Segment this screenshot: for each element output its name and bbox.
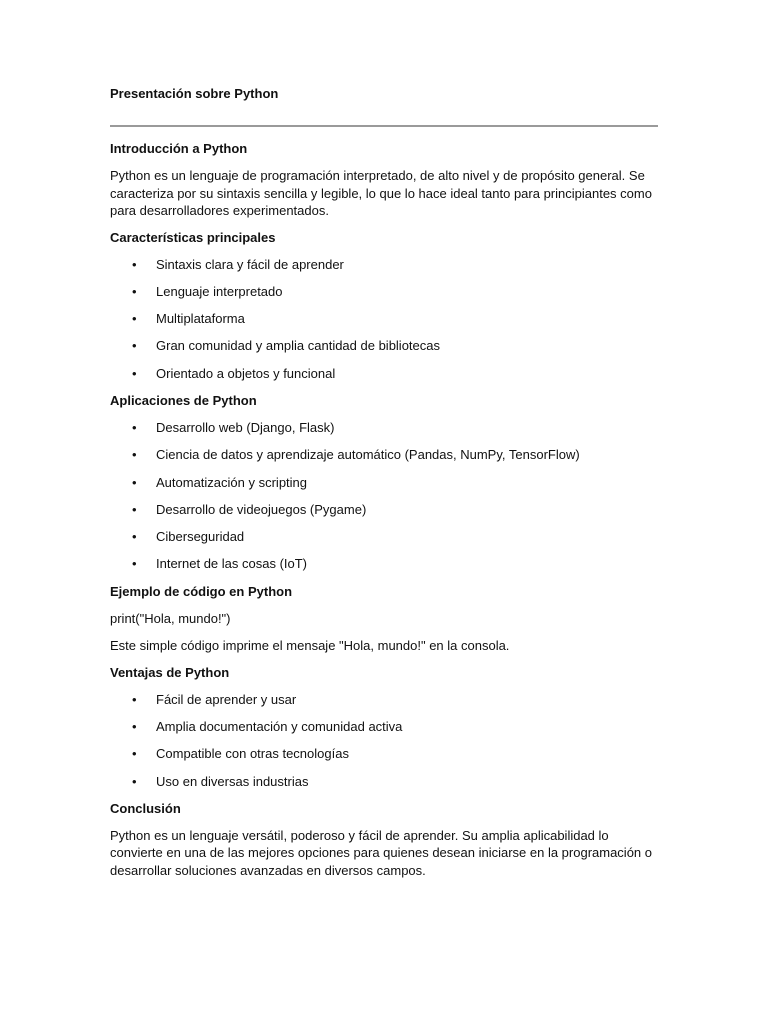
applications-list	[110, 419, 658, 573]
list-item-text: Ciberseguridad	[156, 529, 245, 545]
list-item-text: Amplia documentación y comunidad activa	[156, 719, 403, 735]
bullet-icon: •	[132, 529, 137, 545]
intro-paragraph: Python es un lenguaje de programación interpretado, de alto nivel y de propósito general. Se caracteriza por su sintaxis sencilla y legible, lo que lo hace ideal tanto para principiantes como para desarrolladores experimentados.	[110, 168, 652, 218]
list-item	[110, 691, 658, 709]
conclusion-heading: Conclusión	[110, 800, 181, 816]
bullet-icon: •	[132, 338, 137, 354]
list-item-text: Multiplataforma	[156, 311, 245, 327]
list-item	[110, 310, 658, 328]
intro-heading: Introducción a Python	[110, 141, 248, 156]
list-item-text: Orientado a objetos y funcional	[156, 365, 336, 381]
list-item-text: Desarrollo de videojuegos (Pygame)	[156, 501, 367, 517]
conclusion-paragraph: Python es un lenguaje versátil, poderoso y fácil de aprender. Su amplia aplicabilidad lo convierte en una de las mejores opciones para quienes desean iniciarse en la programación o desarrollar soluciones avanzadas en diversos campos.	[110, 827, 653, 878]
list-item-text: Automatización y scripting	[156, 474, 308, 490]
list-item-text: Compatible con otras tecnologías	[156, 746, 349, 762]
list-item	[110, 718, 658, 736]
list-item	[110, 256, 658, 274]
bullet-icon: •	[132, 556, 137, 572]
features-list	[110, 256, 658, 383]
list-item-text: Gran comunidad y amplia cantidad de bibliotecas	[156, 338, 441, 354]
list-item-text: Sintaxis clara y fácil de aprender	[156, 256, 344, 272]
advantages-heading: Ventajas de Python	[110, 664, 230, 680]
list-item-text: Fácil de aprender y usar	[156, 691, 297, 707]
list-item	[110, 365, 658, 383]
list-item	[110, 745, 658, 763]
bullet-icon: •	[132, 474, 137, 490]
bullet-icon: •	[132, 311, 137, 327]
bullet-icon: •	[132, 719, 137, 735]
code-snippet: print("Hola, mundo!")	[110, 610, 231, 626]
list-item-text: Uso en diversas industrias	[156, 773, 309, 789]
list-item	[110, 283, 658, 301]
bullet-icon: •	[132, 419, 137, 435]
example-heading: Ejemplo de código en Python	[110, 583, 293, 599]
bullet-icon: •	[132, 746, 137, 762]
list-item	[110, 337, 658, 355]
list-item	[110, 773, 658, 791]
document-title: Presentación sobre Python	[110, 86, 279, 101]
bullet-icon: •	[132, 501, 137, 517]
document-page	[110, 84, 658, 888]
bullet-icon: •	[132, 447, 137, 463]
list-item-text: Desarrollo web (Django, Flask)	[156, 419, 335, 435]
list-item-text: Ciencia de datos y aprendizaje automático (Pandas, NumPy, TensorFlow)	[156, 447, 580, 463]
title-divider	[110, 125, 658, 127]
bullet-icon: •	[132, 691, 137, 707]
features-heading: Características principales	[110, 229, 276, 245]
bullet-icon: •	[132, 283, 137, 299]
list-item	[110, 419, 658, 437]
list-item	[110, 501, 658, 519]
example-paragraph: Este simple código imprime el mensaje "Hola, mundo!" en la consola.	[110, 637, 510, 653]
advantages-list	[110, 691, 658, 791]
list-item-text: Lenguaje interpretado	[156, 283, 283, 299]
list-item	[110, 555, 658, 573]
list-item	[110, 474, 658, 492]
applications-heading: Aplicaciones de Python	[110, 392, 257, 408]
list-item-text: Internet de las cosas (IoT)	[156, 556, 308, 572]
list-item	[110, 528, 658, 546]
list-item	[110, 446, 658, 464]
bullet-icon: •	[132, 773, 137, 789]
bullet-icon: •	[132, 256, 137, 272]
bullet-icon: •	[132, 365, 137, 381]
